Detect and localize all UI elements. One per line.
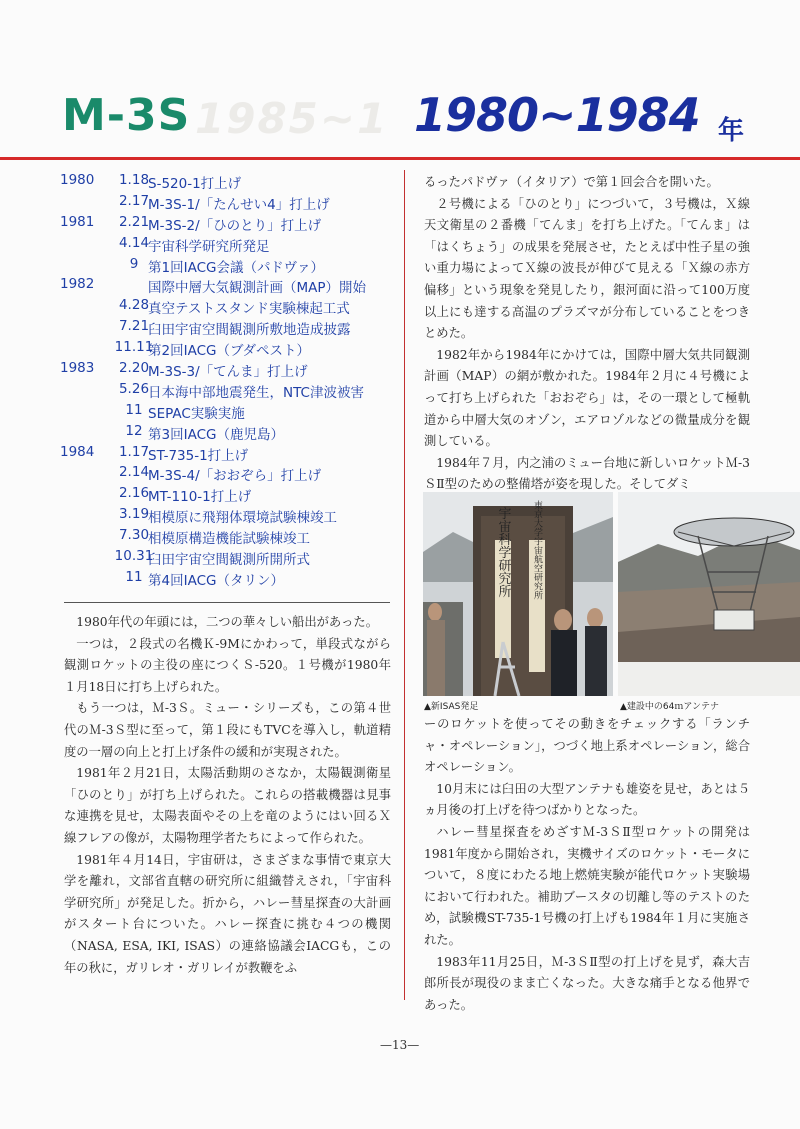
chronology-row	[60, 172, 390, 193]
paragraph: ハレー彗星探査をめざすＭ-3ＳⅡ型ロケットの開発は1981年度から開始され，実機サイズのロケット・モータについて，８度にわたる地上燃焼実験が能代ロケット実験場において行われた。補助ブースタの切離し等のテストのため，試験機ST-735-1号機の打上げも1984年１月に実施された。	[424, 824, 750, 947]
chronology-year: 1980	[60, 172, 95, 188]
chronology-date: 1.18	[118, 172, 150, 188]
paragraph: ２号機による「ひのとり」につづいて，３号機は，Ｘ線天文衛星の２番機「てんま」を打ち上げた。「てんま」は「はくちょう」の成果を発展させ，たとえば中性子星の強い重力場によってＸ線の波長が伸びて見える「Ｘ線の赤方偏移」という現象を発見したり，銀河面に沿って100万度以上にも達する高温のプラズマが分布していることをつきとめた。	[424, 196, 750, 341]
chronology-row	[60, 214, 390, 235]
chronology-row	[60, 464, 390, 485]
chronology-date: 2.20	[118, 360, 150, 377]
chronology-row	[60, 235, 390, 256]
column-divider	[404, 170, 405, 1000]
right-column-text-bottom	[424, 714, 750, 1016]
chronology-event: SEPAC実験実施	[148, 405, 245, 422]
sign-text-isas: 宇宙科学研究所	[495, 506, 511, 598]
chronology-date: 11.11	[114, 339, 154, 356]
chronology-row	[60, 527, 390, 548]
paragraph: 1981年２月21日，太陽活動期のさなか，太陽観測衛星「ひのとり」が打ち上げられた。これらの搭載機器は見事な連携を見せ，太陽表面やその上を竜のようにはい回るＸ線フレアの像が，太陽物理学者たちによって作られた。	[64, 766, 391, 845]
chronology-date: 11	[125, 568, 143, 585]
chronology-date: 2.17	[118, 192, 150, 209]
chronology-event: S-520-1打上げ	[148, 176, 242, 192]
chronology-date: 5.26	[118, 380, 150, 397]
chronology-row	[60, 569, 390, 590]
chronology-event: M-3S-2/「ひのとり」打上げ	[148, 217, 322, 234]
chronology-row	[60, 297, 390, 318]
chronology-year: 1981	[60, 213, 95, 230]
chronology-event: 第1回IACG会議（パドヴァ）	[148, 259, 325, 276]
left-column-text	[64, 612, 391, 979]
chronology-row	[60, 276, 390, 297]
chronology-event: M-3S-1/「たんせい4」打上げ	[148, 196, 330, 213]
paragraph: 1981年４月14日，宇宙研は，さまざまな事情で東京大学を離れ，文部省直轄の研究所に組織替えされ，「宇宙科学研究所」が発足した。折から，ハレー彗星探査の大計画がスタート台についた。ハレー探査に挑む４つの機関（NASA, ESA, IKI, ISAS）の連絡協議会IACGも，この年の秋に，ガリレオ・ガリレイが教鞭をふ	[64, 852, 391, 975]
right-column-text-top	[424, 172, 750, 496]
antenna-construction-photo	[618, 492, 800, 696]
chronology-date: 3.19	[118, 506, 150, 523]
chronology-row	[60, 360, 390, 381]
paragraph: 一つは，２段式の名機Ｋ-9Mにかわって，単段式ながら観測ロケットの主役の座につくＳ-520。１号機が1980年１月18日に打ち上げられた。	[64, 636, 391, 694]
paragraph: るったパドヴァ（イタリア）で第１回会合を開いた。	[424, 175, 719, 189]
chronology-event: 臼田宇宙空間観測所敷地造成披露	[148, 322, 351, 339]
paragraph: 1980年代の年頭には，二つの華々しい船出があった。	[76, 615, 379, 629]
chronology-event: 臼田宇宙空間観測所開所式	[148, 552, 310, 569]
chronology-row	[60, 444, 390, 465]
chronology-event: M-3S-4/「おおぞら」打上げ	[148, 468, 322, 485]
chronology-event: 相模原構造機能試験棟竣工	[148, 531, 310, 548]
paragraph: 1983年11月25日，Ｍ-3ＳⅡ型の打上げを見ず，森大吉郎所長が現役のまま亡くなった。大きな痛手となる他界であった。	[424, 954, 750, 1012]
chronology-date: 11	[125, 401, 143, 418]
year-suffix: 年	[718, 116, 745, 146]
chronology-event: 第4回IACG（タリン）	[148, 572, 284, 589]
chronology-event: 日本海中部地震発生，NTC津波被害	[148, 384, 364, 401]
chronology-date: 12	[125, 422, 143, 439]
ghost-year-text: 1985~1	[195, 94, 389, 143]
chronology-row	[60, 193, 390, 214]
paragraph: もう一つは，Ｍ-3Ｓ。ミュー・シリーズも，この第４世代のＭ-3Ｓ型に至って，第１段にもTVCを導入し，軌道精度の一層の向上と打上げ条件の緩和が実現された。	[64, 701, 391, 759]
chronology-row	[60, 485, 390, 506]
chronology-row	[60, 318, 390, 339]
chronology-row	[60, 548, 390, 569]
chronology-event: ST-735-1打上げ	[148, 447, 249, 464]
isas-inauguration-photo	[423, 492, 613, 696]
chronology-row	[60, 339, 390, 360]
chronology-event: 第3回IACG（鹿児島）	[148, 426, 284, 443]
chronology-date: 2.14	[118, 464, 150, 481]
paragraph: ーのロケットを使ってその動きをチェックする「ランチャ・オペレーション」，つづく地上系オペレーション，総合オペレーション。	[424, 717, 750, 775]
sign-text-old: 東京大学宇宙航空研究所	[532, 500, 542, 600]
chronology-date: 7.30	[118, 527, 150, 544]
paragraph: 1982年から1984年にかけては，国際中層大気共同観測計画（MAP）の網が敷かれた。1984年２月に４号機によって打ち上げられた「おおぞら」は，その一環として極軌道から中層大気のオゾン，エアロゾルなどの微量成分を観測している。	[424, 347, 750, 449]
chronology-date: 2.16	[118, 485, 150, 502]
year-range-title: 1980~1984	[414, 88, 700, 142]
chronology-event: 宇宙科学研究所発足	[148, 238, 270, 255]
chronology-event: M-3S-3/「てんま」打上げ	[148, 364, 308, 381]
chronology-row	[60, 506, 390, 527]
chronology-list	[60, 172, 390, 590]
chronology-row	[60, 381, 390, 402]
chronology-event: MT-110-1打上げ	[148, 489, 252, 506]
photo-caption-antenna: ▲建設中の64ｍアンテナ	[620, 702, 720, 712]
page-number: —13—	[380, 1038, 420, 1052]
photo-caption-isas: ▲新ISAS発足	[424, 702, 479, 712]
chronology-event: 第2回IACG（ブダペスト）	[148, 343, 311, 360]
page-header	[0, 0, 800, 165]
chronology-year: 1983	[60, 360, 95, 377]
chronology-row	[60, 402, 390, 423]
chronology-year: 1984	[60, 443, 95, 460]
chronology-event: 真空テストスタンド実験棟起工式	[148, 301, 350, 318]
chronology-date: 7.21	[118, 318, 150, 335]
chronology-date: 9	[129, 255, 139, 272]
rocket-title: M-3S	[62, 90, 191, 141]
chronology-date: 1.17	[118, 443, 150, 460]
chronology-event: 国際中層大気観測計画（MAP）開始	[148, 280, 367, 297]
paragraph: 10月末には臼田の大型アンテナも雄姿を見せ，あとは５ヵ月後の打上げを待つばかりとなった。	[424, 781, 750, 818]
chronology-divider	[64, 602, 390, 603]
chronology-date: 4.14	[118, 234, 150, 251]
header-divider	[0, 157, 800, 160]
chronology-year: 1982	[60, 276, 95, 293]
chronology-event: 相模原に飛翔体環境試験棟竣工	[148, 510, 337, 527]
chronology-date: 4.28	[118, 297, 150, 314]
chronology-row	[60, 423, 390, 444]
chronology-date: 2.21	[118, 213, 150, 230]
chronology-row	[60, 256, 390, 277]
chronology-date: 10.31	[114, 548, 154, 565]
paragraph: 1984年７月，内之浦のミュー台地に新しいロケットＭ-3ＳⅡ型のための整備塔が姿を現した。そしてダミ	[424, 455, 750, 492]
